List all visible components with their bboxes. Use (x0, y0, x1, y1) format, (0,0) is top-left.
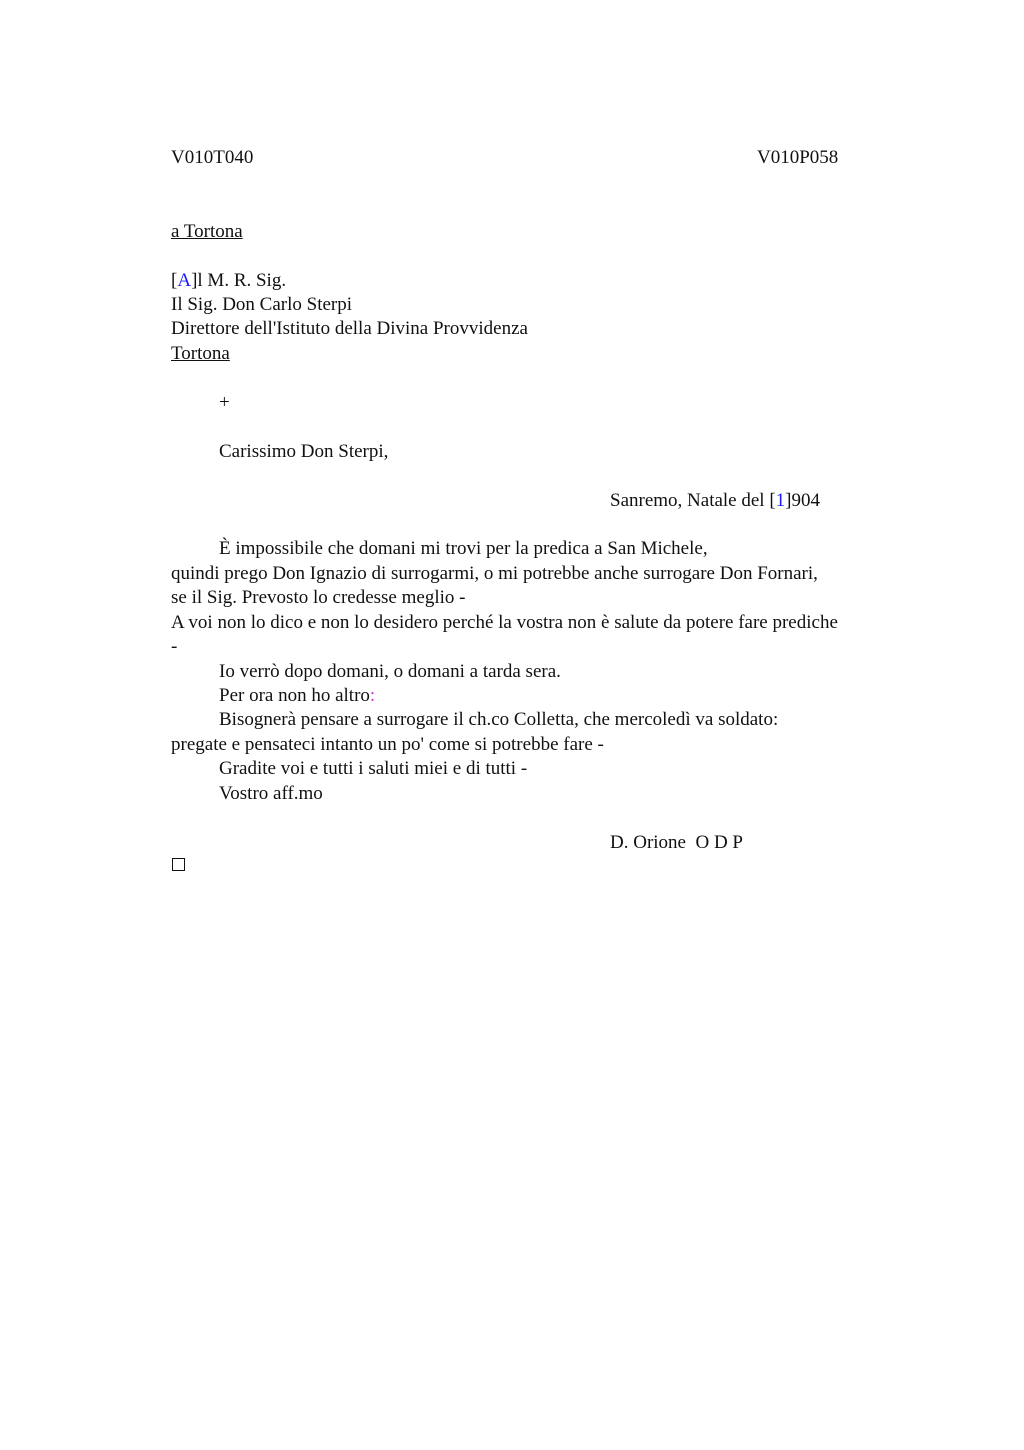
address-line-4: Tortona (171, 343, 230, 364)
salutation: Carissimo Don Sterpi, (219, 441, 389, 462)
body-line-4: A voi non lo dico e non lo desidero perché la vostra non è salute da potere fare prediche (171, 612, 838, 633)
address-line-3: Direttore dell'Istituto della Divina Provvidenza (171, 318, 528, 339)
body-line-7-colon: : (369, 685, 376, 706)
closing-line: Vostro aff.mo (219, 783, 323, 804)
bracket-open: [ (171, 270, 178, 291)
body-line-5: - (171, 636, 178, 657)
address-line-1 (171, 269, 286, 293)
address-line-1-rest: ]l M. R. Sig. (191, 270, 287, 291)
signature: D. Orione O D P (610, 832, 743, 853)
body-line-8: Bisognerà pensare a surrogare il ch.co Colletta, che mercoledì va soldato: (219, 709, 779, 730)
cross-symbol: + (219, 392, 230, 413)
body-line-9: pregate e pensateci intanto un po' come si potrebbe fare - (171, 734, 604, 755)
dateline-prefix: Sanremo, Natale del [ (610, 490, 776, 511)
body-line-7-text: Per ora non ho altro (219, 685, 370, 706)
destination-line: a Tortona (171, 221, 243, 242)
body-line-2: quindi prego Don Ignazio di surrogarmi, o mi potrebbe anche surrogare Don Fornari, (171, 563, 818, 584)
body-line-7 (219, 684, 375, 708)
body-line-6: Io verrò dopo domani, o domani a tarda sera. (219, 661, 561, 682)
document-code-right: V010P058 (757, 147, 839, 168)
body-line-3: se il Sig. Prevosto lo credesse meglio - (171, 587, 466, 608)
dateline (610, 489, 820, 513)
dateline-digit: 1 (775, 490, 786, 511)
document-code-left: V010T040 (171, 147, 254, 168)
empty-box-icon (172, 858, 185, 871)
body-line-1: È impossibile che domani mi trovi per la predica a San Michele, (219, 538, 708, 559)
editorial-letter: A (177, 270, 192, 291)
body-line-10: Gradite voi e tutti i saluti miei e di tutti - (219, 758, 528, 779)
dateline-suffix: ]904 (785, 490, 820, 511)
address-line-2: Il Sig. Don Carlo Sterpi (171, 294, 353, 315)
